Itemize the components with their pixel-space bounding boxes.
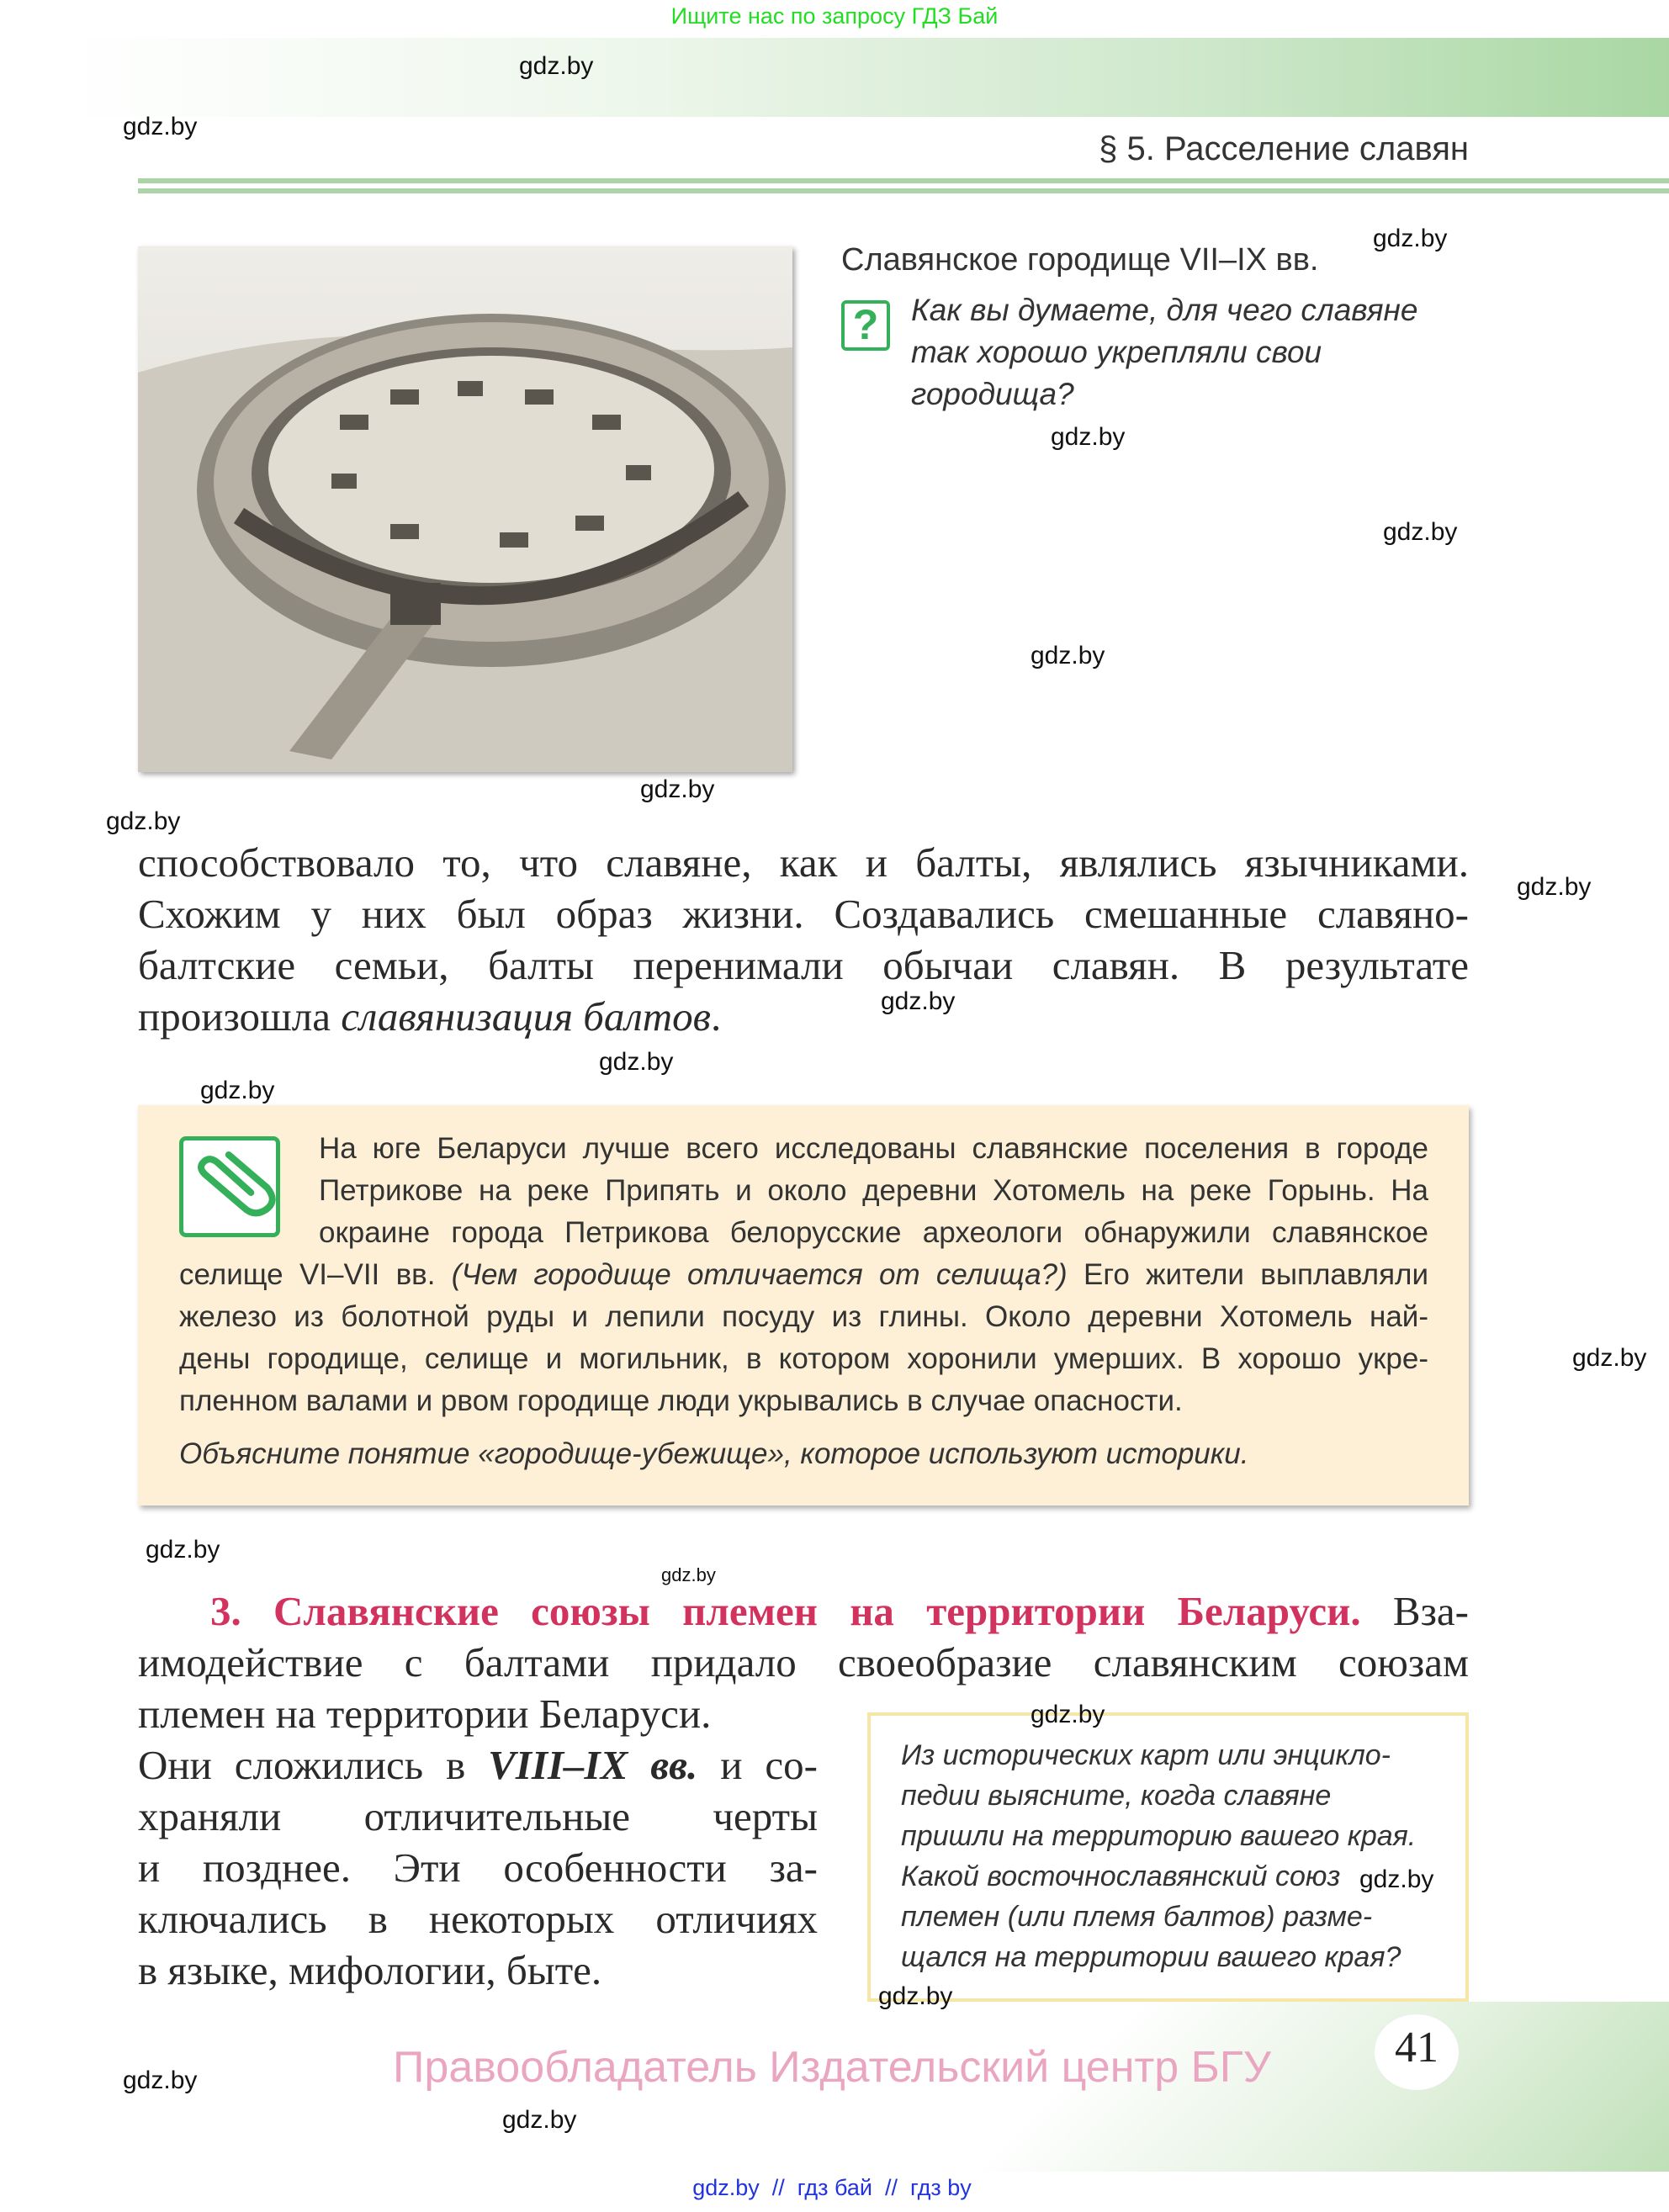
watermark: gdz.by <box>123 2066 198 2094</box>
page-number: 41 <box>1395 2024 1439 2072</box>
watermark: gdz.by <box>106 807 181 835</box>
text: селище VI–VII вв. <box>179 1258 452 1291</box>
text: . <box>710 993 722 1040</box>
header-band <box>59 38 1669 117</box>
watermark: gdz.by <box>661 1564 716 1585</box>
watermark: gdz.by <box>519 52 594 80</box>
watermark: gdz.by <box>1359 1865 1434 1893</box>
search-banner: Ищите нас по запросу ГДЗ Бай <box>670 3 999 29</box>
body-text-line: Схожим у них был образ жизни. Создавались смешанные славяно- <box>138 891 1469 937</box>
text: Они сложились в <box>138 1742 489 1788</box>
watermark: gdz.by <box>1517 873 1592 901</box>
header-divider <box>138 178 1669 183</box>
info-text-line: На юге Беларуси лучше всего исследованы славянские поселения в городе <box>319 1132 1428 1165</box>
task-text-line: племен (или племя балтов) разме- <box>901 1901 1373 1933</box>
body-text-line: имодействие с балтами придало своеобразие славянским союзам <box>138 1639 1469 1685</box>
task-text-line: Какой восточнославянский союз <box>901 1860 1341 1892</box>
watermark: gdz.by <box>502 2106 577 2134</box>
watermark: gdz.by <box>881 987 956 1015</box>
task-text-line: пришли на территорию вашего края. <box>901 1820 1417 1852</box>
text: и со- <box>697 1742 818 1788</box>
text: Его жители выплавляли <box>1067 1258 1429 1291</box>
task-text-line: щался на территории вашего края? <box>901 1941 1401 1973</box>
inline-question: (Чем городище отличается от селища?) <box>451 1258 1068 1291</box>
watermark: gdz.by <box>1383 518 1458 546</box>
task-text-line: Из исторических карт или энцикло- <box>901 1739 1391 1771</box>
watermark: gdz.by <box>1031 1701 1105 1728</box>
site-links[interactable]: gdz.by // гдз бай // гдз by <box>692 2175 972 2200</box>
copyright-notice: Правообладатель Издательский центр БГУ <box>393 2043 1271 2092</box>
section-heading-line <box>138 1586 1469 1637</box>
section-title: § 5. Расселение славян <box>1099 130 1469 167</box>
question-text: Как вы думаете, для чего славяне <box>911 293 1418 327</box>
body-text-line: племен на территории Беларуси. <box>138 1691 712 1737</box>
question-icon: ? <box>841 300 890 351</box>
watermark: gdz.by <box>599 1048 674 1076</box>
info-text-line <box>179 1255 1428 1295</box>
settlement-illustration <box>138 246 792 772</box>
info-task: Объясните понятие «городище-убежище», которое используют историки. <box>179 1437 1249 1470</box>
date: VIII–IX вв. <box>488 1742 698 1788</box>
question-text: так хорошо укрепляли свои <box>911 335 1322 369</box>
body-text-line <box>138 1740 818 1791</box>
info-text-line: пленном валами и рвом городище люди укрывались в случае опасности. <box>179 1384 1183 1417</box>
section-heading: 3. Славянские союзы племен на территории Беларуси. <box>210 1588 1361 1634</box>
watermark: gdz.by <box>1572 1344 1647 1372</box>
watermark: gdz.by <box>878 1982 953 2010</box>
body-text-line: в языке, мифологии, быте. <box>138 1947 602 1993</box>
body-text-line: способствовало то, что славяне, как и балты, являлись язычниками. <box>138 839 1469 886</box>
header-divider <box>138 188 1669 193</box>
body-text-line: балтские семьи, балты перенимали обычаи славян. В результате <box>138 942 1469 988</box>
info-text-line: окраине города Петрикова белорусские археологи обнаружили славянское <box>319 1216 1428 1249</box>
body-text-line: ключались в некоторых отличиях <box>138 1896 818 1942</box>
task-text-line: педии выясните, когда славяне <box>901 1780 1332 1812</box>
watermark: gdz.by <box>146 1536 220 1564</box>
info-text-line: железо из болотной руды и лепили посуду из глины. Около деревни Хотомель най- <box>179 1300 1428 1333</box>
watermark: gdz.by <box>1051 423 1126 451</box>
watermark: gdz.by <box>1031 642 1105 669</box>
text: произошла <box>138 993 342 1040</box>
text: Вза- <box>1360 1588 1469 1634</box>
figure-caption: Славянское городище VII–IX вв. <box>841 242 1319 278</box>
question-text: городища? <box>911 377 1074 411</box>
watermark: gdz.by <box>200 1077 275 1104</box>
watermark: gdz.by <box>640 775 715 803</box>
key-term: славянизация балтов <box>341 993 711 1040</box>
body-text-line: храняли отличительные черты <box>138 1793 818 1839</box>
body-text-line: и позднее. Эти особенности за- <box>138 1844 818 1891</box>
watermark: gdz.by <box>123 113 198 140</box>
body-text-line <box>138 992 1469 1042</box>
watermark: gdz.by <box>1373 225 1448 252</box>
info-text-line: дены городище, селище и могильник, в котором хоронили умерших. В хорошо укре- <box>179 1342 1428 1375</box>
info-text-line: Петрикове на реке Припять и около деревни Хотомель на реке Горынь. На <box>319 1174 1428 1207</box>
paperclip-icon <box>179 1136 280 1237</box>
